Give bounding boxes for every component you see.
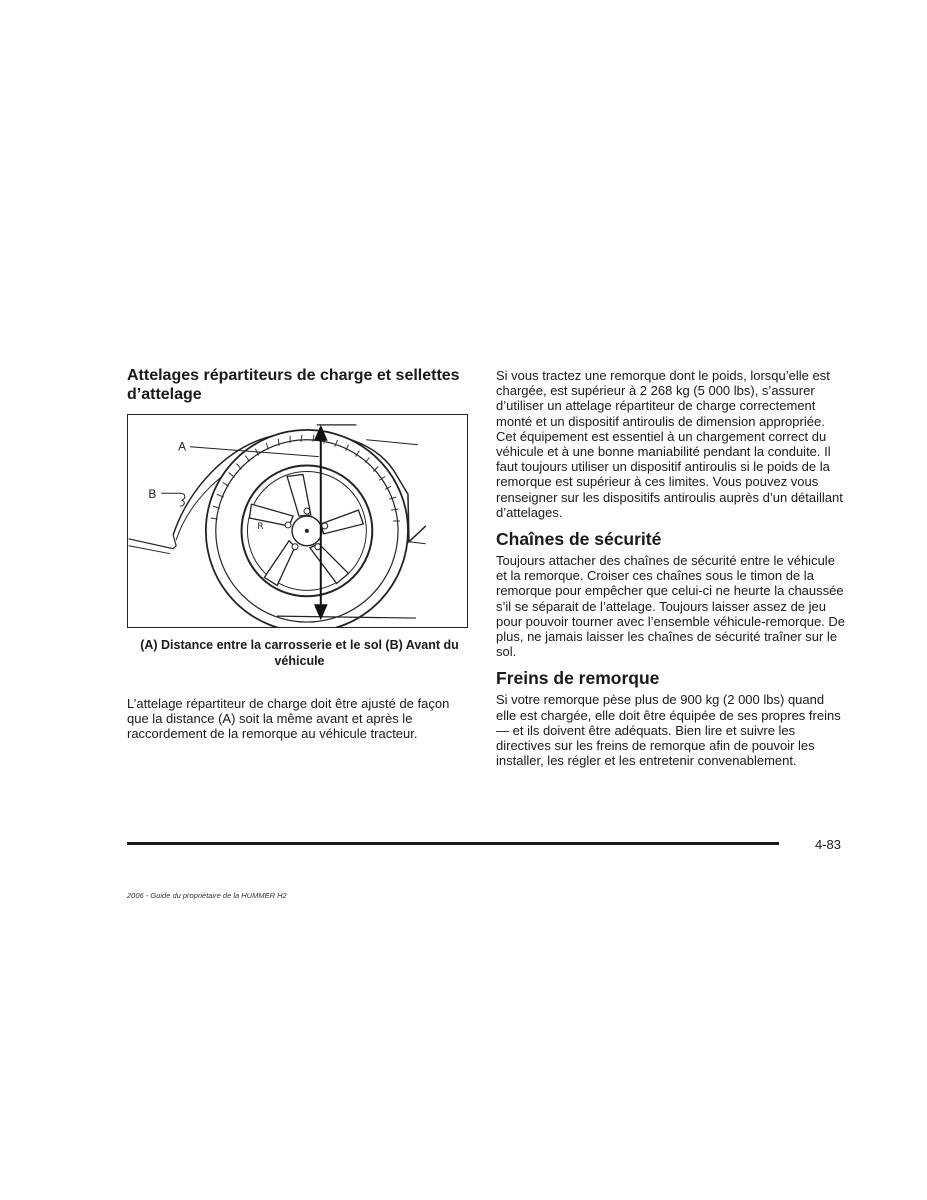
wheel-diagram <box>127 414 468 628</box>
label-a: A <box>178 439 187 454</box>
hitch-adjustment-paragraph: L’attelage répartiteur de charge doit être ajusté de façon que la distance (A) soit la même avant et après le raccordement de la remorque au véhicule tracteur. <box>127 696 450 742</box>
figure-caption: (A) Distance entre la carrosserie et le sol (B) Avant du véhicule <box>140 638 459 668</box>
intro-paragraph: Si vous tractez une remorque dont le poids, lorsqu’elle est chargée, est supérieur à 2 268 kg (5 000 lbs), s’assurer d’utiliser un attelage répartiteur de charge correctement monté et un dispositif antiroulis de dimension appropriée. Cet équipement est essentiel à un chargement correct du véhicule et à une bonne maniabilité pendant la conduite. Il faut toujours utiliser un dispositif antiroulis si le poids de la remorque est supérieur à ces limites. Vous pouvez vous renseigner sur les dispositifs antiroulis auprès d’un détaillant d’attelages. <box>496 368 843 520</box>
label-b: B <box>148 487 157 502</box>
trailer-brakes-paragraph: Si votre remorque pèse plus de 900 kg (2 000 lbs) quand elle est chargée, elle doit être équipée de ses propres freins — et ils doivent être adéquats. Bien lire et suivre les directives sur les freins de remorque afin de pouvoir les installer, les régler et les entretenir convenablement. <box>496 692 841 769</box>
section-heading-trailer-brakes: Freins de remorque <box>496 668 660 689</box>
svg-text:R: R <box>257 521 264 532</box>
footer-rule <box>127 842 779 845</box>
section-heading-safety-chains: Chaînes de sécurité <box>496 529 662 550</box>
right-column <box>496 368 846 768</box>
safety-chains-paragraph: Toujours attacher des chaînes de sécurité entre le véhicule et la remorque. Croiser ces chaînes sous le timon de la remorque pour empêcher que celui-ci ne heurte la chaussée s’il se séparait de l’attelage. Toujours laisser assez de jeu pour pouvoir tourner avec l’ensemble véhicule-remorque. De plus, ne jamais laisser les chaînes de sécurité traîner sur le sol. <box>496 553 846 660</box>
footer-text: 2006 - Guide du propriétaire de la HUMMER H2 <box>127 891 287 900</box>
section-heading-weight-distributing-hitches: Attelages répartiteurs de charge et sellettes d’attelage <box>127 367 460 403</box>
left-column <box>127 366 472 742</box>
page-number: 4-83 <box>815 837 842 852</box>
